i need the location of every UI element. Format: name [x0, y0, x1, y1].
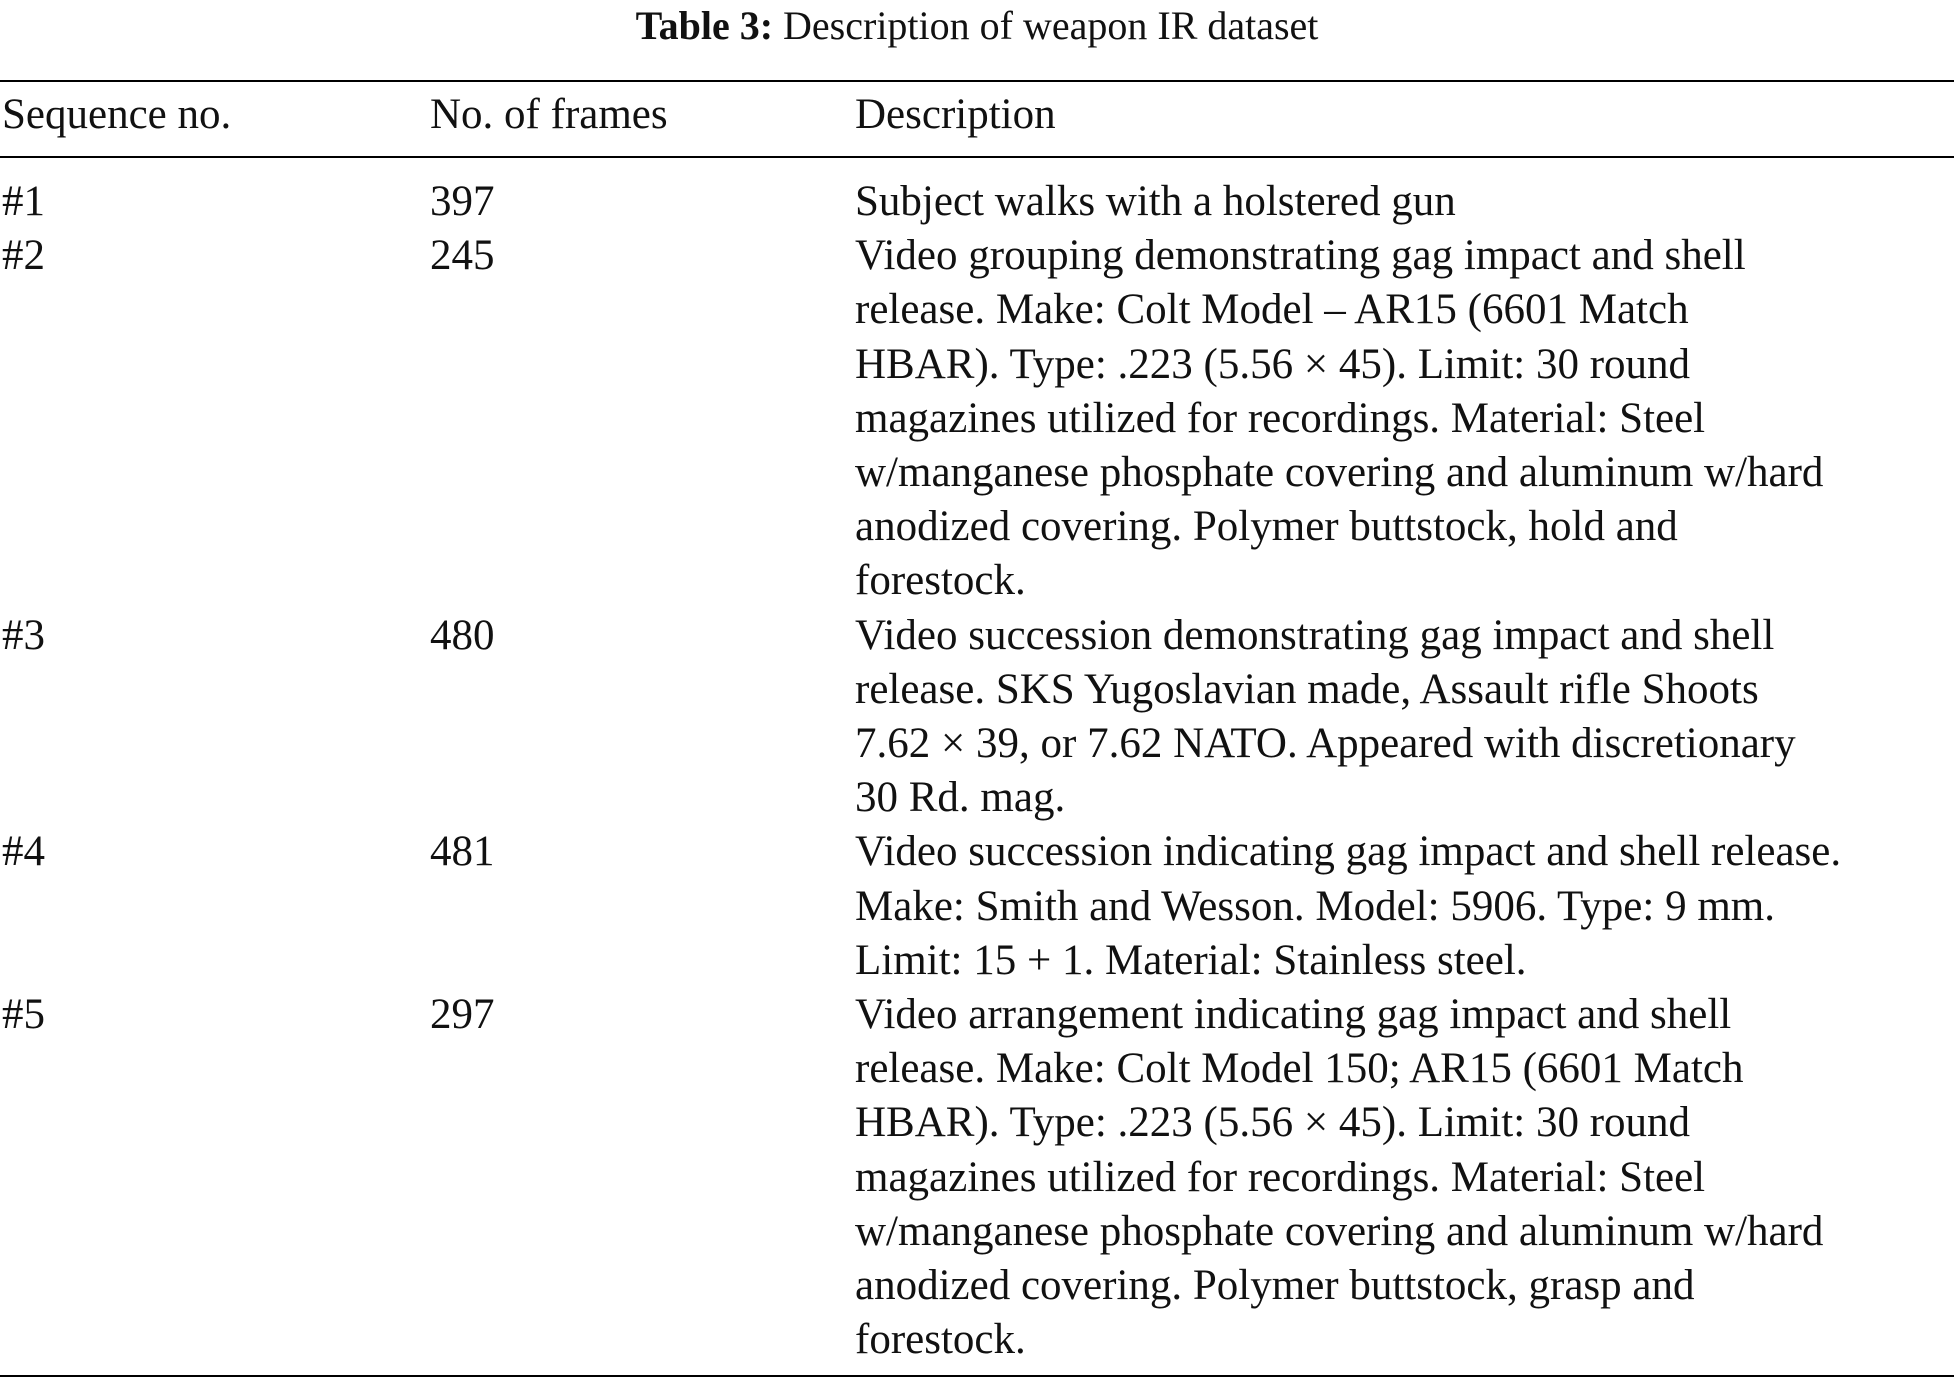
cell-sequence-no: #3	[2, 611, 45, 659]
table-row	[0, 229, 1954, 608]
table-caption-label: Table 3:	[635, 3, 774, 48]
table-row	[0, 609, 1954, 826]
cell-description: Video succession indicating gag impact and shell release. Make: Smith and Wesson. Model: 5906. Type: 9 mm. Limit: 15 + 1. Material: Stainless steel.	[855, 828, 1842, 984]
table-header-rule	[0, 156, 1954, 158]
table-row	[0, 175, 1954, 229]
cell-sequence-no: #4	[2, 828, 45, 876]
cell-description: Subject walks with a holstered gun	[855, 178, 1456, 225]
table-caption-text: Description of weapon IR dataset	[783, 3, 1319, 48]
cell-description: Video succession demonstrating gag impact and shell release. SKS Yugoslavian made, Assault rifle Shoots 7.62 × 39, or 7.62 NATO. Appeared with discretionary 30 Rd. mag.	[855, 611, 1796, 822]
cell-no-of-frames: 481	[430, 828, 495, 876]
cell-no-of-frames: 297	[430, 991, 495, 1039]
cell-no-of-frames: 397	[430, 178, 495, 225]
header-sequence-no: Sequence no.	[2, 91, 232, 138]
header-no-of-frames: No. of frames	[430, 91, 668, 138]
cell-sequence-no: #5	[2, 991, 45, 1039]
table-body	[0, 175, 1954, 1367]
header-description: Description	[855, 91, 1056, 138]
cell-sequence-no: #2	[2, 232, 45, 280]
cell-no-of-frames: 245	[430, 232, 495, 280]
table-header-row	[0, 88, 1954, 148]
cell-description: Video grouping demonstrating gag impact and shell release. Make: Colt Model – AR15 (6601 Match HBAR). Type: .223 (5.56 × 45). Limit: 30 round magazines utilized for recordings. Material: Steel w/manganese phosphate covering and aluminum w/hard anodized covering. Polymer buttstock, hold and forestock.	[855, 232, 1824, 605]
table-row	[0, 988, 1954, 1367]
table-bottom-rule	[0, 1375, 1954, 1377]
cell-sequence-no: #1	[2, 178, 45, 225]
table-top-rule	[0, 80, 1954, 82]
table-caption	[0, 2, 1954, 50]
table-row	[0, 825, 1954, 988]
cell-description: Video arrangement indicating gag impact and shell release. Make: Colt Model 150; AR15 (6601 Match HBAR). Type: .223 (5.56 × 45). Limit: 30 round magazines utilized for recordings. Material: Steel w/manganese phosphate covering and aluminum w/hard anodized covering. Polymer buttstock, grasp and forestock.	[855, 991, 1824, 1364]
cell-no-of-frames: 480	[430, 611, 495, 659]
